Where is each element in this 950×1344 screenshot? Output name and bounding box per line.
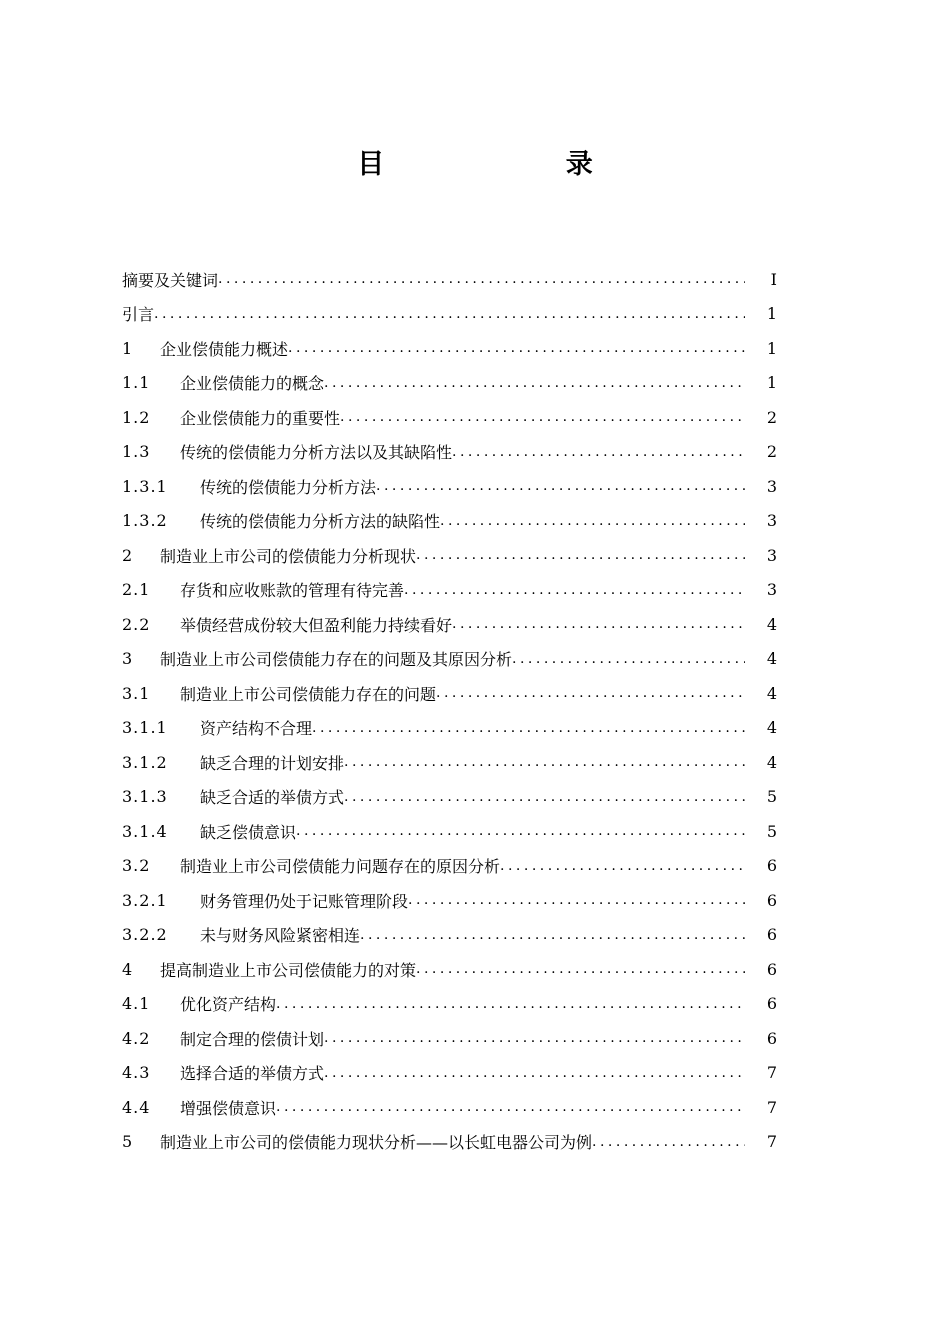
toc-entry[interactable] bbox=[122, 1021, 777, 1056]
toc-entry-number: 2 bbox=[122, 545, 134, 565]
toc-entry[interactable] bbox=[122, 366, 777, 401]
toc-entry-page: 3 bbox=[766, 511, 777, 531]
toc-entry[interactable] bbox=[122, 952, 777, 987]
toc-entry-number: 3 bbox=[122, 649, 134, 669]
toc-entry-page: 6 bbox=[766, 890, 777, 910]
toc-entry-page: 5 bbox=[766, 821, 777, 841]
toc-dot-leader bbox=[154, 306, 745, 322]
toc-entry-label: 企业偿债能力的重要性 bbox=[180, 408, 341, 428]
toc-entry-page: 3 bbox=[766, 545, 777, 565]
toc-entry-page: 6 bbox=[766, 925, 777, 945]
toc-entry-number: 1.1 bbox=[122, 373, 151, 393]
toc-entry-label: 企业偿债能力概述 bbox=[160, 339, 289, 359]
toc-dot-leader bbox=[592, 1134, 745, 1150]
toc-entry-page: 4 bbox=[766, 683, 777, 703]
toc-entry-page: 6 bbox=[766, 856, 777, 876]
toc-dot-leader bbox=[312, 720, 745, 736]
toc-entry[interactable] bbox=[122, 987, 777, 1022]
toc-entry-page: 7 bbox=[766, 1132, 777, 1152]
toc-entry[interactable] bbox=[122, 711, 777, 746]
table-of-contents bbox=[122, 262, 777, 1159]
toc-entry-page: 7 bbox=[766, 1097, 777, 1117]
toc-entry-number: 4.2 bbox=[122, 1028, 151, 1048]
toc-dot-leader bbox=[344, 754, 745, 770]
toc-entry[interactable] bbox=[122, 1056, 777, 1091]
toc-dot-leader bbox=[512, 651, 745, 667]
toc-entry-page: 4 bbox=[766, 752, 777, 772]
toc-entry[interactable] bbox=[122, 400, 777, 435]
toc-entry-page: 1 bbox=[766, 304, 777, 324]
toc-entry-number: 4.3 bbox=[122, 1063, 151, 1083]
toc-entry-label: 制造业上市公司偿债能力存在的问题及其原因分析 bbox=[160, 650, 513, 670]
toc-entry-label: 资产结构不合理 bbox=[200, 719, 313, 739]
toc-entry[interactable] bbox=[122, 745, 777, 780]
toc-entry-number: 4 bbox=[122, 959, 134, 979]
toc-dot-leader bbox=[416, 961, 745, 977]
toc-entry-label: 制造业上市公司偿债能力存在的问题 bbox=[180, 684, 437, 704]
toc-entry-page: 6 bbox=[766, 1028, 777, 1048]
toc-entry[interactable] bbox=[122, 642, 777, 677]
page-title: 目 录 bbox=[357, 149, 679, 180]
toc-entry[interactable] bbox=[122, 538, 777, 573]
toc-entry[interactable] bbox=[122, 297, 777, 332]
toc-entry[interactable] bbox=[122, 469, 777, 504]
toc-entry[interactable] bbox=[122, 1125, 777, 1160]
toc-entry[interactable] bbox=[122, 331, 777, 366]
toc-dot-leader bbox=[500, 858, 745, 874]
toc-entry-label: 增强偿债意识 bbox=[180, 1098, 277, 1118]
toc-dot-leader bbox=[376, 478, 745, 494]
toc-entry[interactable] bbox=[122, 918, 777, 953]
toc-entry-page: 4 bbox=[766, 649, 777, 669]
toc-entry-number: 1.2 bbox=[122, 407, 151, 427]
toc-entry-label: 财务管理仍处于记账管理阶段 bbox=[200, 891, 409, 911]
toc-entry-page: 1 bbox=[766, 373, 777, 393]
toc-entry[interactable] bbox=[122, 504, 777, 539]
toc-entry[interactable] bbox=[122, 573, 777, 608]
toc-entry-label: 缺乏偿债意识 bbox=[200, 822, 297, 842]
toc-dot-leader bbox=[276, 1099, 745, 1115]
toc-entry-number: 1.3 bbox=[122, 442, 151, 462]
toc-entry-label: 传统的偿债能力分析方法以及其缺陷性 bbox=[180, 443, 453, 463]
toc-entry[interactable] bbox=[122, 883, 777, 918]
toc-dot-leader bbox=[452, 616, 745, 632]
toc-dot-leader bbox=[324, 1030, 745, 1046]
toc-entry-page: 3 bbox=[766, 476, 777, 496]
toc-entry-label: 制造业上市公司偿债能力问题存在的原因分析 bbox=[180, 857, 501, 877]
toc-entry-page: 3 bbox=[766, 580, 777, 600]
toc-entry-label: 摘要及关键词 bbox=[122, 270, 219, 290]
toc-dot-leader bbox=[324, 375, 745, 391]
toc-dot-leader bbox=[344, 789, 745, 805]
toc-entry[interactable] bbox=[122, 780, 777, 815]
toc-entry[interactable] bbox=[122, 814, 777, 849]
toc-dot-leader bbox=[276, 996, 745, 1012]
toc-entry[interactable] bbox=[122, 607, 777, 642]
toc-entry-number: 3.1.3 bbox=[122, 787, 168, 807]
toc-dot-leader bbox=[288, 340, 745, 356]
toc-entry-page: 7 bbox=[766, 1063, 777, 1083]
toc-entry-page: 2 bbox=[766, 407, 777, 427]
toc-dot-leader bbox=[436, 685, 745, 701]
toc-entry[interactable] bbox=[122, 435, 777, 470]
toc-entry-label: 传统的偿债能力分析方法 bbox=[200, 477, 377, 497]
toc-dot-leader bbox=[360, 927, 745, 943]
toc-dot-leader bbox=[404, 582, 745, 598]
toc-entry-label: 存货和应收账款的管理有待完善 bbox=[180, 581, 405, 601]
toc-entry-label: 优化资产结构 bbox=[180, 995, 277, 1015]
toc-entry-number: 5 bbox=[122, 1132, 134, 1152]
toc-entry[interactable] bbox=[122, 1090, 777, 1125]
toc-entry-number: 3.2.2 bbox=[122, 925, 168, 945]
toc-entry[interactable] bbox=[122, 262, 777, 297]
toc-entry-page: 5 bbox=[766, 787, 777, 807]
toc-entry-number: 3.1.2 bbox=[122, 752, 168, 772]
toc-entry-label: 选择合适的举债方式 bbox=[180, 1064, 325, 1084]
toc-entry[interactable] bbox=[122, 676, 777, 711]
toc-entry-page: 6 bbox=[766, 959, 777, 979]
toc-entry-label: 缺乏合理的计划安排 bbox=[200, 753, 345, 773]
toc-dot-leader bbox=[218, 271, 745, 287]
toc-entry-number: 3.1.1 bbox=[122, 718, 168, 738]
toc-entry-label: 未与财务风险紧密相连 bbox=[200, 926, 361, 946]
toc-entry-page: I bbox=[770, 269, 777, 289]
toc-entry-page: 6 bbox=[766, 994, 777, 1014]
toc-entry-label: 传统的偿债能力分析方法的缺陷性 bbox=[200, 512, 441, 532]
toc-entry-number: 3.1 bbox=[122, 683, 151, 703]
toc-dot-leader bbox=[416, 547, 745, 563]
toc-entry-number: 1.3.2 bbox=[122, 511, 168, 531]
toc-entry-label: 引言 bbox=[122, 305, 155, 325]
toc-entry-label: 提高制造业上市公司偿债能力的对策 bbox=[160, 960, 417, 980]
toc-dot-leader bbox=[440, 513, 745, 529]
toc-dot-leader bbox=[324, 1065, 745, 1081]
toc-entry-number: 2.2 bbox=[122, 614, 151, 634]
toc-entry-page: 2 bbox=[766, 442, 777, 462]
toc-entry-page: 4 bbox=[766, 614, 777, 634]
toc-entry-label: 制造业上市公司的偿债能力分析现状 bbox=[160, 546, 417, 566]
toc-entry-number: 3.1.4 bbox=[122, 821, 168, 841]
toc-entry-page: 1 bbox=[766, 338, 777, 358]
toc-entry-page: 4 bbox=[766, 718, 777, 738]
toc-dot-leader bbox=[340, 409, 745, 425]
toc-entry-number: 1.3.1 bbox=[122, 476, 168, 496]
toc-entry-number: 1 bbox=[122, 338, 134, 358]
toc-dot-leader bbox=[452, 444, 745, 460]
toc-entry-label: 举债经营成份较大但盈利能力持续看好 bbox=[180, 615, 453, 635]
toc-entry-label: 制定合理的偿债计划 bbox=[180, 1029, 325, 1049]
toc-entry-label: 制造业上市公司的偿债能力现状分析——以长虹电器公司为例 bbox=[160, 1133, 593, 1153]
toc-entry-number: 3.2 bbox=[122, 856, 151, 876]
toc-dot-leader bbox=[296, 823, 745, 839]
toc-entry-number: 4.1 bbox=[122, 994, 151, 1014]
toc-dot-leader bbox=[408, 892, 745, 908]
toc-entry-number: 3.2.1 bbox=[122, 890, 168, 910]
toc-entry-number: 2.1 bbox=[122, 580, 151, 600]
toc-entry[interactable] bbox=[122, 849, 777, 884]
toc-entry-label: 企业偿债能力的概念 bbox=[180, 374, 325, 394]
toc-entry-number: 4.4 bbox=[122, 1097, 151, 1117]
toc-entry-label: 缺乏合适的举债方式 bbox=[200, 788, 345, 808]
